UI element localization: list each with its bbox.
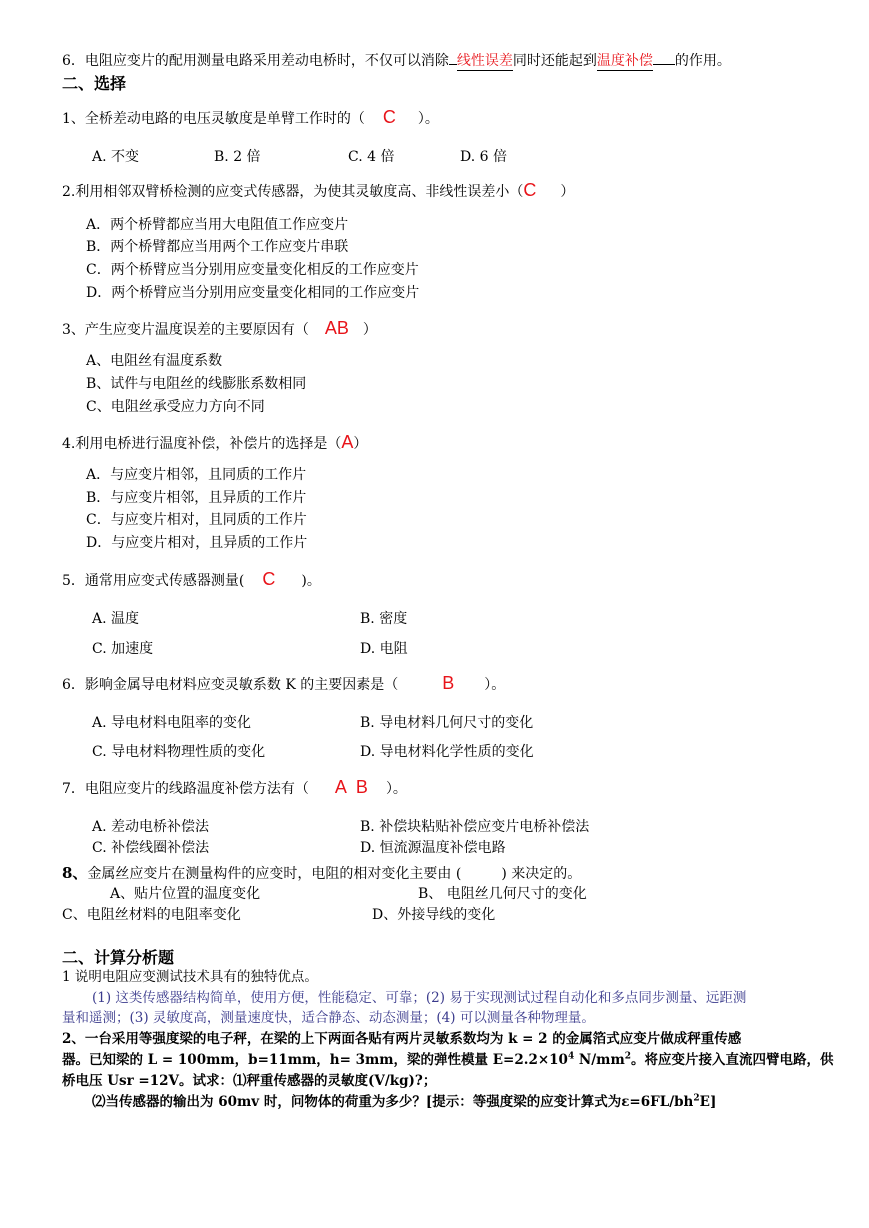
q1-option-d: D. 6 倍 bbox=[460, 149, 507, 165]
q4-text: 4.利用电桥进行温度补偿，补偿片的选择是（ bbox=[62, 436, 342, 452]
calc-2-line-2 bbox=[62, 1052, 834, 1068]
q5-answer: C bbox=[262, 569, 276, 589]
q1-text: 1、全桥差动电路的电压灵敏度是单臂工作时的（ bbox=[62, 111, 365, 127]
q4-close: ） bbox=[353, 436, 368, 452]
q5-option-b: B. 密度 bbox=[360, 611, 408, 627]
q7-option-a: A. 差动电桥补偿法 bbox=[92, 819, 210, 835]
q6-close: ）。 bbox=[484, 677, 506, 693]
q3-option-a: A、电阻丝有温度系数 bbox=[86, 353, 223, 369]
q7-option-d: D. 恒流源温度补偿电路 bbox=[360, 840, 506, 856]
q2-option-a: A．两个桥臂都应当用大电阻值工作应变片 bbox=[86, 217, 349, 233]
calc-2-line-2b: N/mm bbox=[574, 1052, 625, 1068]
q5-text: 5．通常用应变式传感器测量( bbox=[62, 573, 245, 589]
q3-text: 3、产生应变片温度误差的主要原因有（ bbox=[62, 322, 309, 338]
section-choice-heading: 二、选择 bbox=[62, 74, 127, 93]
q6-option-a: A. 导电材料电阻率的变化 bbox=[92, 715, 252, 731]
q4-option-a: A．与应变片相邻，且同质的工作片 bbox=[86, 467, 307, 483]
question-3 bbox=[62, 318, 377, 340]
q1-option-a: A. 不变 bbox=[92, 149, 140, 165]
fill-q6-mid: 同时还能起到 bbox=[512, 53, 597, 69]
q2-option-c: C．两个桥臂应当分别用应变量变化相反的工作应变片 bbox=[86, 262, 419, 278]
fill-q6-answer-2: 温度补偿 bbox=[596, 53, 653, 69]
question-7 bbox=[62, 777, 407, 799]
fill-q6-pre: 6．电阻应变片的配用测量电路采用差动电桥时，不仅可以消除 bbox=[62, 53, 449, 69]
q8-option-d: D、外接导线的变化 bbox=[372, 907, 496, 923]
q5-option-d: D. 电阻 bbox=[360, 641, 408, 657]
q7-close: ）。 bbox=[385, 781, 407, 797]
calc-2-line-3: 桥电压 Usr =12V。试求：⑴秤重传感器的灵敏度(V/kg)?； bbox=[62, 1073, 437, 1089]
question-4 bbox=[62, 432, 367, 454]
fill-q6-answer-1: 线性误差 bbox=[456, 53, 513, 69]
question-8 bbox=[62, 864, 581, 883]
q1-answer: C bbox=[382, 107, 396, 127]
q5-close: )。 bbox=[301, 573, 321, 589]
calc-2-line-4b: E] bbox=[699, 1094, 717, 1110]
q1-option-c: C. 4 倍 bbox=[348, 149, 395, 165]
calc-2-line-4a: ⑵当传感器的输出为 60mv 时，问物体的荷重为多少？[提示：等强度梁的应变计算式为ε=6FL/bh bbox=[92, 1094, 694, 1110]
q3-close: ） bbox=[362, 322, 377, 338]
q3-answer: AB bbox=[324, 318, 349, 338]
q5-option-a: A. 温度 bbox=[92, 611, 140, 627]
q4-option-d: D．与应变片相对，且异质的工作片 bbox=[86, 535, 308, 551]
q6-option-b: B. 导电材料几何尺寸的变化 bbox=[360, 715, 534, 731]
q6-answer: B bbox=[442, 673, 455, 693]
q8-option-c: C、电阻丝材料的电阻率变化 bbox=[62, 907, 241, 923]
q7-answer: A B bbox=[334, 777, 368, 797]
calc-2-line-2c: 。将应变片接入直流四臂电路，供 bbox=[631, 1052, 834, 1068]
section-calc-heading: 二、计算分析题 bbox=[62, 948, 175, 967]
q2-option-d: D．两个桥臂应当分别用应变量变化相同的工作应变片 bbox=[86, 285, 420, 301]
calc-1-answer-line-2: 量和遥测；(3) 灵敏度高，测量速度快，适合静态、动态测量；(4) 可以测量各种物理量。 bbox=[62, 1010, 595, 1026]
q2-close: ） bbox=[560, 184, 575, 200]
calc-2-exp-3: 2 bbox=[693, 1093, 700, 1104]
q7-text: 7．电阻应变片的线路温度补偿方法有（ bbox=[62, 781, 309, 797]
fill-q6-post: 的作用。 bbox=[674, 53, 731, 69]
question-6 bbox=[62, 673, 505, 695]
q3-option-b: B、试件与电阻丝的线膨胀系数相同 bbox=[86, 376, 307, 392]
calc-1-answer-line-1: (1) 这类传感器结构简单，使用方便，性能稳定、可靠；(2) 易于实现测试过程自动化和多点同步测量、远距测 bbox=[92, 990, 747, 1006]
calc-2-line-1: 2、一台采用等强度梁的电子秤，在梁的上下两面各贴有两片灵敏系数均为 k = 2 的金属箔式应变片做成秤重传感 bbox=[62, 1031, 742, 1047]
q3-option-c: C、电阻丝承受应力方向不同 bbox=[86, 399, 265, 415]
q5-option-c: C. 加速度 bbox=[92, 641, 154, 657]
question-1 bbox=[62, 107, 439, 129]
q2-option-b: B．两个桥臂都应当用两个工作应变片串联 bbox=[86, 239, 349, 255]
q2-answer: C bbox=[523, 180, 537, 200]
q4-option-c: C．与应变片相对，且同质的工作片 bbox=[86, 512, 307, 528]
q1-option-b: B. 2 倍 bbox=[214, 149, 261, 165]
q6-option-d: D. 导电材料化学性质的变化 bbox=[360, 744, 534, 760]
calc-2-exp-1: 4 bbox=[567, 1051, 575, 1062]
q2-text: 2.利用相邻双臂桥检测的应变式传感器，为使其灵敏度高、非线性误差小（ bbox=[62, 184, 524, 200]
q8-option-a: A、贴片位置的温度变化 bbox=[110, 886, 261, 902]
question-2 bbox=[62, 180, 574, 202]
calc-2-exp-2: 2 bbox=[624, 1051, 632, 1062]
q7-option-b: B. 补偿块粘贴补偿应变片电桥补偿法 bbox=[360, 819, 590, 835]
q7-option-c: C. 补偿线圈补偿法 bbox=[92, 840, 210, 856]
q1-close: ）。 bbox=[417, 111, 439, 127]
q8-number: 8、 bbox=[62, 864, 88, 882]
fill-question-6 bbox=[62, 53, 731, 71]
calc-2-line-2a: 器。已知梁的 L = 100mm，b=11mm，h= 3mm，梁的弹性模量 E=2.2×10 bbox=[62, 1052, 568, 1068]
question-5 bbox=[62, 569, 321, 591]
q6-text: 6．影响金属导电材料应变灵敏系数 K 的主要因素是（ bbox=[62, 677, 399, 693]
q6-option-c: C. 导电材料物理性质的变化 bbox=[92, 744, 266, 760]
calc-2-line-4 bbox=[92, 1094, 716, 1110]
q4-option-b: B．与应变片相邻，且异质的工作片 bbox=[86, 490, 307, 506]
q8-text: 金属丝应变片在测量构件的应变时，电阻的相对变化主要由 ( ) 来决定的。 bbox=[87, 866, 582, 882]
q4-answer: A bbox=[341, 432, 354, 452]
q8-option-b: B、 电阻丝几何尺寸的变化 bbox=[418, 886, 587, 902]
calc-1-title: 1 说明电阻应变测试技术具有的独特优点。 bbox=[62, 969, 318, 985]
